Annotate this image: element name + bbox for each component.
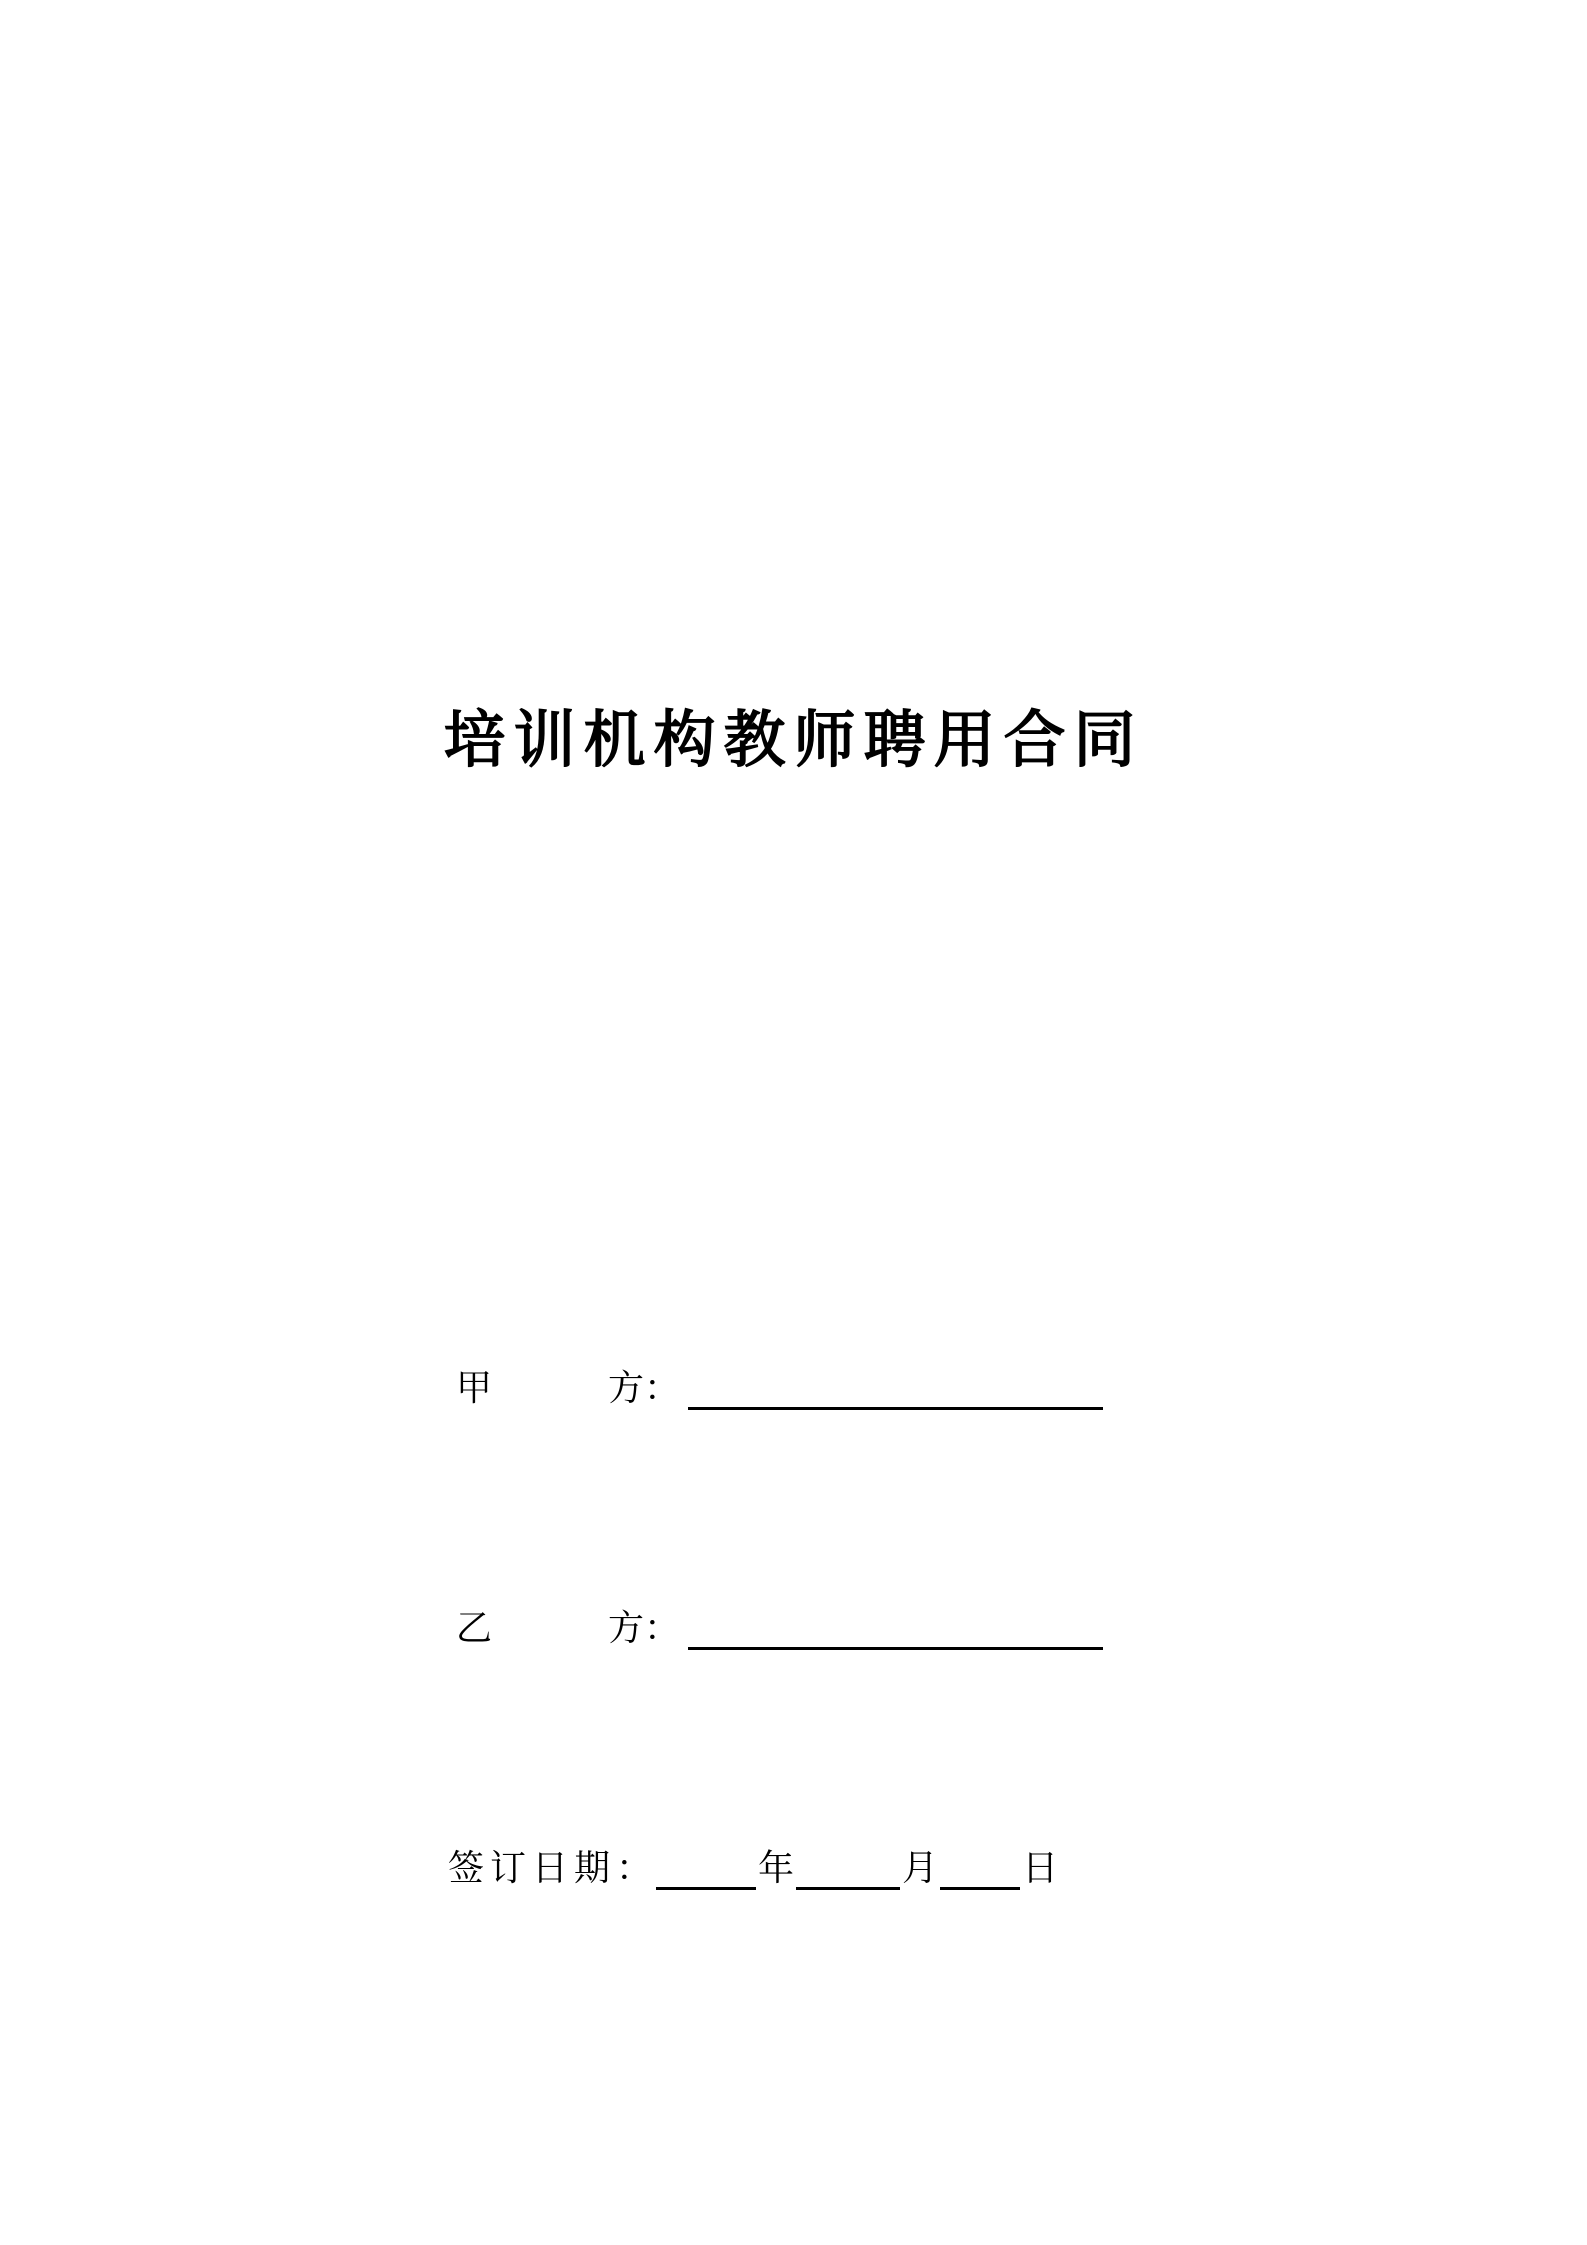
- day-blank-line[interactable]: [940, 1847, 1020, 1890]
- contract-title: 培训机构教师聘用合同: [443, 703, 1144, 776]
- signing-date-row: [448, 1845, 1060, 1893]
- party-a-row: [456, 1365, 1103, 1413]
- day-unit: 日: [1022, 1848, 1059, 1889]
- month-blank-line[interactable]: [796, 1847, 900, 1890]
- party-b-label-char-1: 乙: [456, 1608, 493, 1649]
- party-b-blank-line[interactable]: [688, 1607, 1103, 1650]
- signing-date-label: 签订日期: [448, 1848, 617, 1889]
- party-a-label-char-1: 甲: [456, 1368, 493, 1409]
- party-b-row: [456, 1605, 1103, 1653]
- party-a-colon: ：: [644, 1368, 681, 1409]
- party-b-label-char-2: 方: [608, 1608, 645, 1649]
- year-blank-line[interactable]: [656, 1847, 756, 1890]
- party-a-blank-line[interactable]: [688, 1367, 1103, 1410]
- month-unit: 月: [902, 1848, 939, 1889]
- year-unit: 年: [758, 1848, 795, 1889]
- signing-date-colon: ：: [616, 1848, 653, 1889]
- party-a-label-char-2: 方: [608, 1368, 645, 1409]
- party-b-colon: ：: [644, 1608, 681, 1649]
